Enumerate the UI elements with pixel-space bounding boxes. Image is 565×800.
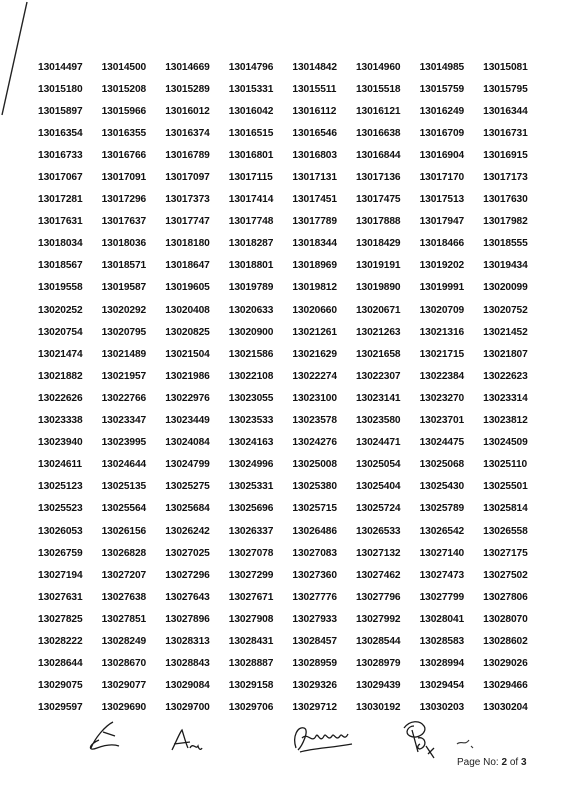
registration-number: 13016344 xyxy=(483,105,528,117)
registration-number: 13024475 xyxy=(419,437,465,449)
registration-number: 13023055 xyxy=(228,392,274,404)
signature-strip xyxy=(70,716,510,766)
registration-number: 13025380 xyxy=(292,481,337,493)
table-row xyxy=(38,542,548,564)
registration-number: 13018034 xyxy=(38,238,83,250)
registration-number: 13016801 xyxy=(228,149,274,161)
registration-number: 13022274 xyxy=(292,370,337,382)
registration-number: 13025110 xyxy=(483,459,528,471)
registration-number: 13028887 xyxy=(228,658,274,670)
registration-number: 13017637 xyxy=(101,216,147,228)
registration-number: 13025696 xyxy=(228,503,274,515)
registration-number: 13020099 xyxy=(483,282,528,294)
registration-number: 13017091 xyxy=(101,172,147,184)
registration-number: 13017173 xyxy=(483,172,528,184)
registration-number: 13021715 xyxy=(419,348,465,360)
registration-number: 13023338 xyxy=(38,415,83,427)
registration-number: 13020752 xyxy=(483,304,528,316)
registration-number: 13027643 xyxy=(165,591,210,603)
registration-number: 13023940 xyxy=(38,437,83,449)
registration-number: 13021986 xyxy=(165,370,210,382)
registration-number: 13025724 xyxy=(355,503,401,515)
registration-number: 13019558 xyxy=(38,282,83,294)
registration-number: 13021957 xyxy=(101,370,147,382)
registration-number: 13020671 xyxy=(355,304,401,316)
registration-number: 13017136 xyxy=(355,172,401,184)
registration-number: 13028041 xyxy=(419,613,465,625)
registration-number: 13016709 xyxy=(419,127,465,139)
registration-number: 13017888 xyxy=(355,216,401,228)
table-row xyxy=(38,321,548,343)
registration-number: 13023270 xyxy=(419,392,465,404)
registration-number: 13022307 xyxy=(355,370,401,382)
registration-number: 13023100 xyxy=(292,392,337,404)
registration-number: 13029466 xyxy=(483,680,528,692)
registration-number: 13014497 xyxy=(38,61,83,73)
registration-number: 13015518 xyxy=(355,83,401,95)
registration-number: 13014960 xyxy=(355,61,401,73)
registration-number: 13027776 xyxy=(292,591,337,603)
registration-number: 13025684 xyxy=(165,503,210,515)
registration-number: 13023580 xyxy=(355,415,401,427)
registration-number: 13023995 xyxy=(101,437,147,449)
table-row xyxy=(38,498,548,520)
registration-number: 13016803 xyxy=(292,149,337,161)
registration-number: 13018036 xyxy=(101,238,147,250)
registration-number: 13017067 xyxy=(38,172,83,184)
table-row xyxy=(38,454,548,476)
registration-number: 13029084 xyxy=(165,680,210,692)
registration-number: 13029026 xyxy=(483,658,528,670)
registration-number: 13019605 xyxy=(165,282,210,294)
registration-number: 13021489 xyxy=(101,348,147,360)
registration-number: 13021504 xyxy=(165,348,210,360)
page-number-current: 2 xyxy=(501,757,508,768)
registration-number: 13017414 xyxy=(228,194,274,206)
registration-number: 13022766 xyxy=(101,392,147,404)
registration-number-grid xyxy=(38,56,548,719)
registration-number: 13026542 xyxy=(419,525,465,537)
registration-number: 13023701 xyxy=(419,415,465,427)
registration-number: 13015289 xyxy=(165,83,210,95)
registration-number: 13024084 xyxy=(165,437,210,449)
table-row xyxy=(38,56,548,78)
registration-number: 13030203 xyxy=(419,702,465,714)
table-row xyxy=(38,343,548,365)
registration-number: 13017947 xyxy=(419,216,465,228)
registration-number: 13020252 xyxy=(38,304,83,316)
registration-number: 13016355 xyxy=(101,127,147,139)
registration-number: 13017281 xyxy=(38,194,83,206)
registration-number: 13014500 xyxy=(101,61,147,73)
registration-number: 13015208 xyxy=(101,83,147,95)
signature-1 xyxy=(85,718,125,754)
registration-number: 13016012 xyxy=(165,105,210,117)
table-row xyxy=(38,586,548,608)
registration-number: 13023578 xyxy=(292,415,337,427)
registration-number: 13021658 xyxy=(355,348,401,360)
registration-number: 13027078 xyxy=(228,547,274,559)
registration-number: 13027851 xyxy=(101,613,147,625)
registration-number: 13025404 xyxy=(355,481,401,493)
registration-number: 13020633 xyxy=(228,304,274,316)
registration-number: 13017131 xyxy=(292,172,337,184)
registration-number: 13029700 xyxy=(165,702,210,714)
table-row xyxy=(38,144,548,166)
registration-number: 13030204 xyxy=(483,702,528,714)
registration-number: 13018466 xyxy=(419,238,465,250)
registration-number: 13017115 xyxy=(228,172,273,184)
registration-number: 13020825 xyxy=(165,326,210,338)
registration-number: 13016766 xyxy=(101,149,147,161)
registration-number: 13029158 xyxy=(228,680,274,692)
registration-number: 13018429 xyxy=(355,238,401,250)
registration-number: 13029077 xyxy=(101,680,147,692)
page-number-label: Page No: xyxy=(457,757,499,768)
registration-number: 13025054 xyxy=(355,459,401,471)
registration-number: 13023347 xyxy=(101,415,147,427)
registration-number: 13019202 xyxy=(419,260,465,272)
registration-number: 13025814 xyxy=(483,503,528,515)
table-row xyxy=(38,608,548,630)
table-row xyxy=(38,255,548,277)
registration-number: 13025068 xyxy=(419,459,465,471)
table-row xyxy=(38,211,548,233)
registration-number: 13025501 xyxy=(483,481,528,493)
registration-number: 13017631 xyxy=(38,216,83,228)
registration-number: 13027083 xyxy=(292,547,337,559)
table-row xyxy=(38,365,548,387)
registration-number: 13021452 xyxy=(483,326,528,338)
registration-number: 13017373 xyxy=(165,194,210,206)
registration-number: 13025715 xyxy=(292,503,337,515)
registration-number: 13018571 xyxy=(101,260,147,272)
registration-number: 13018344 xyxy=(292,238,337,250)
registration-number: 13015511 xyxy=(292,83,337,95)
registration-number: 13028979 xyxy=(355,658,401,670)
registration-number: 13017513 xyxy=(419,194,465,206)
registration-number: 13016915 xyxy=(483,149,528,161)
registration-number: 13028544 xyxy=(355,635,401,647)
registration-number: 13016374 xyxy=(165,127,210,139)
registration-number: 13017097 xyxy=(165,172,210,184)
registration-number: 13030192 xyxy=(355,702,401,714)
registration-number: 13018555 xyxy=(483,238,528,250)
registration-number: 13019191 xyxy=(355,260,401,272)
registration-number: 13024509 xyxy=(483,437,528,449)
registration-number: 13028994 xyxy=(419,658,465,670)
registration-number: 13018647 xyxy=(165,260,210,272)
registration-number: 13020900 xyxy=(228,326,274,338)
table-row xyxy=(38,233,548,255)
table-row xyxy=(38,520,548,542)
registration-number: 13029075 xyxy=(38,680,83,692)
registration-number: 13014796 xyxy=(228,61,274,73)
registration-number: 13019434 xyxy=(483,260,528,272)
registration-number: 13022976 xyxy=(165,392,210,404)
registration-number: 13016789 xyxy=(165,149,210,161)
registration-number: 13026486 xyxy=(292,525,337,537)
registration-number: 13025564 xyxy=(101,503,147,515)
table-row xyxy=(38,410,548,432)
registration-number: 13028457 xyxy=(292,635,337,647)
registration-number: 13027207 xyxy=(101,569,147,581)
registration-number: 13020408 xyxy=(165,304,210,316)
registration-number: 13015795 xyxy=(483,83,528,95)
registration-number: 13021629 xyxy=(292,348,337,360)
registration-number: 13016638 xyxy=(355,127,401,139)
registration-number: 13022108 xyxy=(228,370,274,382)
registration-number: 13027462 xyxy=(355,569,401,581)
registration-number: 13025789 xyxy=(419,503,465,515)
registration-number: 13022626 xyxy=(38,392,83,404)
registration-number: 13023533 xyxy=(228,415,274,427)
registration-number: 13028222 xyxy=(38,635,83,647)
registration-number: 13029454 xyxy=(419,680,465,692)
registration-number: 13020709 xyxy=(419,304,465,316)
registration-number: 13019890 xyxy=(355,282,401,294)
registration-number: 13017747 xyxy=(165,216,210,228)
registration-number: 13027140 xyxy=(419,547,465,559)
registration-number: 13019812 xyxy=(292,282,337,294)
registration-number: 13014985 xyxy=(419,61,465,73)
registration-number: 13018180 xyxy=(165,238,210,250)
table-row xyxy=(38,78,548,100)
registration-number: 13023141 xyxy=(355,392,401,404)
registration-number: 13021586 xyxy=(228,348,274,360)
table-row xyxy=(38,100,548,122)
registration-number: 13027992 xyxy=(355,613,401,625)
registration-number: 13016731 xyxy=(483,127,528,139)
registration-number: 13024799 xyxy=(165,459,210,471)
registration-number: 13028670 xyxy=(101,658,147,670)
registration-number: 13026337 xyxy=(228,525,274,537)
registration-number: 13017475 xyxy=(355,194,401,206)
page-number xyxy=(457,757,527,768)
registration-number: 13016844 xyxy=(355,149,401,161)
registration-number: 13027175 xyxy=(483,547,528,559)
registration-number: 13017748 xyxy=(228,216,274,228)
registration-number: 13027638 xyxy=(101,591,147,603)
registration-number: 13027896 xyxy=(165,613,210,625)
registration-number: 13027473 xyxy=(419,569,465,581)
registration-number: 13026759 xyxy=(38,547,83,559)
registration-number: 13025430 xyxy=(419,481,465,493)
registration-number: 13029439 xyxy=(355,680,401,692)
registration-number: 13028070 xyxy=(483,613,528,625)
registration-number: 13028583 xyxy=(419,635,465,647)
table-row xyxy=(38,653,548,675)
registration-number: 13026156 xyxy=(101,525,147,537)
registration-number: 13023812 xyxy=(483,415,528,427)
registration-number: 13016042 xyxy=(228,105,274,117)
registration-number: 13016354 xyxy=(38,127,83,139)
registration-number: 13023314 xyxy=(483,392,528,404)
registration-number: 13019991 xyxy=(419,282,465,294)
registration-number: 13018567 xyxy=(38,260,83,272)
registration-number: 13029690 xyxy=(101,702,147,714)
registration-number: 13015897 xyxy=(38,105,83,117)
registration-number: 13021474 xyxy=(38,348,83,360)
registration-number: 13015331 xyxy=(228,83,274,95)
registration-number: 13027933 xyxy=(292,613,337,625)
registration-number: 13021263 xyxy=(355,326,401,338)
registration-number: 13028843 xyxy=(165,658,210,670)
registration-number: 13022384 xyxy=(419,370,465,382)
table-row xyxy=(38,387,548,409)
registration-number: 13028313 xyxy=(165,635,210,647)
mark-dots xyxy=(455,736,475,750)
registration-number: 13018287 xyxy=(228,238,274,250)
registration-number: 13020795 xyxy=(101,326,147,338)
registration-number: 13019587 xyxy=(101,282,147,294)
registration-number: 13024996 xyxy=(228,459,274,471)
registration-number: 13026558 xyxy=(483,525,528,537)
registration-number: 13016515 xyxy=(228,127,274,139)
registration-number: 13014669 xyxy=(165,61,210,73)
registration-number: 13025331 xyxy=(228,481,274,493)
registration-number: 13021316 xyxy=(419,326,465,338)
registration-number: 13029706 xyxy=(228,702,274,714)
registration-number: 13025275 xyxy=(165,481,210,493)
table-row xyxy=(38,299,548,321)
registration-number: 13028644 xyxy=(38,658,83,670)
registration-number: 13021882 xyxy=(38,370,83,382)
table-row xyxy=(38,277,548,299)
registration-number: 13027132 xyxy=(355,547,401,559)
registration-number: 13029597 xyxy=(38,702,83,714)
registration-number: 13024163 xyxy=(228,437,274,449)
registration-number: 13027299 xyxy=(228,569,274,581)
table-row xyxy=(38,166,548,188)
registration-number: 13015759 xyxy=(419,83,465,95)
registration-number: 13027908 xyxy=(228,613,274,625)
registration-number: 13016112 xyxy=(292,105,337,117)
registration-number: 13020292 xyxy=(101,304,147,316)
registration-number: 13015180 xyxy=(38,83,83,95)
registration-number: 13017630 xyxy=(483,194,528,206)
table-row xyxy=(38,476,548,498)
registration-number: 13026828 xyxy=(101,547,147,559)
signature-2 xyxy=(168,726,204,756)
page-number-total: 3 xyxy=(520,757,527,768)
registration-number: 13019789 xyxy=(228,282,274,294)
registration-number: 13016121 xyxy=(355,105,401,117)
registration-number: 13027296 xyxy=(165,569,210,581)
table-row xyxy=(38,122,548,144)
registration-number: 13025123 xyxy=(38,481,83,493)
registration-number: 13024471 xyxy=(355,437,401,449)
registration-number: 13017982 xyxy=(483,216,528,228)
registration-number: 13028431 xyxy=(228,635,274,647)
registration-number: 13027671 xyxy=(228,591,274,603)
page-number-of: of xyxy=(509,757,519,768)
registration-number: 13020754 xyxy=(38,326,83,338)
registration-number: 13016904 xyxy=(419,149,465,161)
registration-number: 13016249 xyxy=(419,105,465,117)
registration-number: 13029712 xyxy=(292,702,337,714)
registration-number: 13018969 xyxy=(292,260,337,272)
registration-number: 13027194 xyxy=(38,569,83,581)
registration-number: 13017170 xyxy=(419,172,465,184)
registration-number: 13025008 xyxy=(292,459,337,471)
registration-number: 13027796 xyxy=(355,591,401,603)
registration-number: 13029326 xyxy=(292,680,337,692)
registration-number: 13027025 xyxy=(165,547,210,559)
registration-number: 13027799 xyxy=(419,591,465,603)
registration-number: 13025135 xyxy=(101,481,147,493)
registration-number: 13021261 xyxy=(292,326,337,338)
registration-number: 13017451 xyxy=(292,194,337,206)
registration-number: 13025523 xyxy=(38,503,83,515)
registration-number: 13027825 xyxy=(38,613,83,625)
registration-number: 13017296 xyxy=(101,194,147,206)
table-row xyxy=(38,675,548,697)
registration-number: 13026242 xyxy=(165,525,210,537)
table-row xyxy=(38,432,548,454)
registration-number: 13015081 xyxy=(483,61,528,73)
registration-number: 13022623 xyxy=(483,370,528,382)
registration-number: 13023449 xyxy=(165,415,210,427)
registration-number: 13024611 xyxy=(38,459,82,471)
registration-number: 13026053 xyxy=(38,525,83,537)
registration-number: 13021807 xyxy=(483,348,528,360)
table-row xyxy=(38,189,548,211)
registration-number: 13014842 xyxy=(292,61,337,73)
registration-number: 13027502 xyxy=(483,569,528,581)
table-row xyxy=(38,564,548,586)
registration-number: 13016546 xyxy=(292,127,337,139)
registration-number: 13027806 xyxy=(483,591,528,603)
scan-edge-line xyxy=(0,0,30,120)
registration-number: 13026533 xyxy=(355,525,401,537)
signature-3 xyxy=(290,718,356,756)
registration-number: 13028959 xyxy=(292,658,337,670)
registration-number: 13028602 xyxy=(483,635,528,647)
registration-number: 13017789 xyxy=(292,216,337,228)
registration-number: 13027631 xyxy=(38,591,83,603)
registration-number: 13018801 xyxy=(228,260,274,272)
registration-number: 13016733 xyxy=(38,149,83,161)
registration-number: 13024644 xyxy=(101,459,147,471)
signature-4 xyxy=(398,718,442,760)
table-row xyxy=(38,630,548,652)
registration-number: 13027360 xyxy=(292,569,337,581)
registration-number: 13020660 xyxy=(292,304,337,316)
registration-number: 13015966 xyxy=(101,105,147,117)
registration-number: 13028249 xyxy=(101,635,147,647)
registration-number: 13024276 xyxy=(292,437,337,449)
